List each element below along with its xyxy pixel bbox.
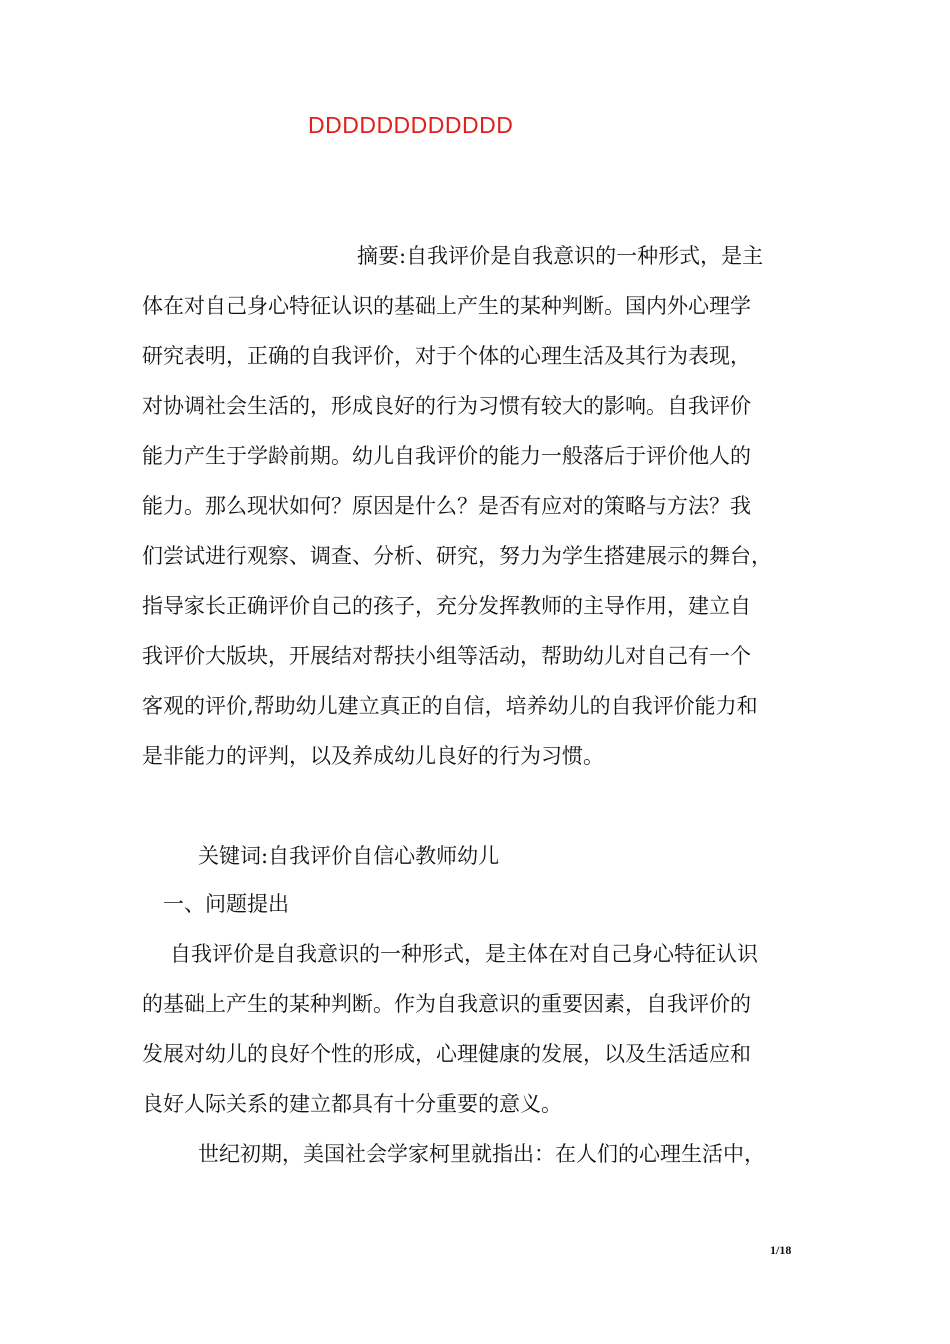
- abstract-line: 指导家长正确评价自己的孩子，充分发挥教师的主导作用，建立自: [142, 594, 751, 618]
- abstract-line: 是非能力的评判，以及养成幼儿良好的行为习惯。: [142, 744, 604, 768]
- paragraph-line: 发展对幼儿的良好个性的形成，心理健康的发展，以及生活适应和: [142, 1042, 751, 1066]
- abstract-line: 体在对自己身心特征认识的基础上产生的某种判断。国内外心理学: [142, 294, 751, 318]
- abstract-line: 能力产生于学龄前期。幼儿自我评价的能力一般落后于评价他人的: [142, 444, 751, 468]
- abstract-line: 能力。那么现状如何？原因是什么？是否有应对的策略与方法？我: [142, 494, 751, 518]
- abstract-line: 摘要:自我评价是自我意识的一种形式，是主: [357, 244, 764, 268]
- paragraph-line: 良好人际关系的建立都具有十分重要的意义。: [142, 1092, 562, 1116]
- page-number: 1/18: [770, 1243, 792, 1257]
- paragraph-line: 世纪初期，美国社会学家柯里就指出：在人们的心理生活中，: [198, 1142, 765, 1166]
- keywords-line: 关键词:自我评价自信心教师幼儿: [198, 844, 500, 868]
- section-heading: 一、问题提出: [163, 892, 289, 916]
- paragraph-line: 自我评价是自我意识的一种形式，是主体在对自己身心特征认识: [170, 942, 758, 966]
- paragraph-line: 的基础上产生的某种判断。作为自我意识的重要因素，自我评价的: [142, 992, 751, 1016]
- abstract-line: 客观的评价,帮助幼儿建立真正的自信，培养幼儿的自我评价能力和: [142, 694, 758, 718]
- abstract-line: 研究表明，正确的自我评价，对于个体的心理生活及其行为表现，: [142, 344, 751, 368]
- document-header-title: DDDDDDDDDDDD: [308, 112, 514, 138]
- abstract-line: 们尝试进行观察、调查、分析、研究，努力为学生搭建展示的舞台，: [142, 544, 772, 568]
- abstract-line: 对协调社会生活的，形成良好的行为习惯有较大的影响。自我评价: [142, 394, 751, 418]
- abstract-line: 我评价大版块，开展结对帮扶小组等活动，帮助幼儿对自己有一个: [142, 644, 751, 668]
